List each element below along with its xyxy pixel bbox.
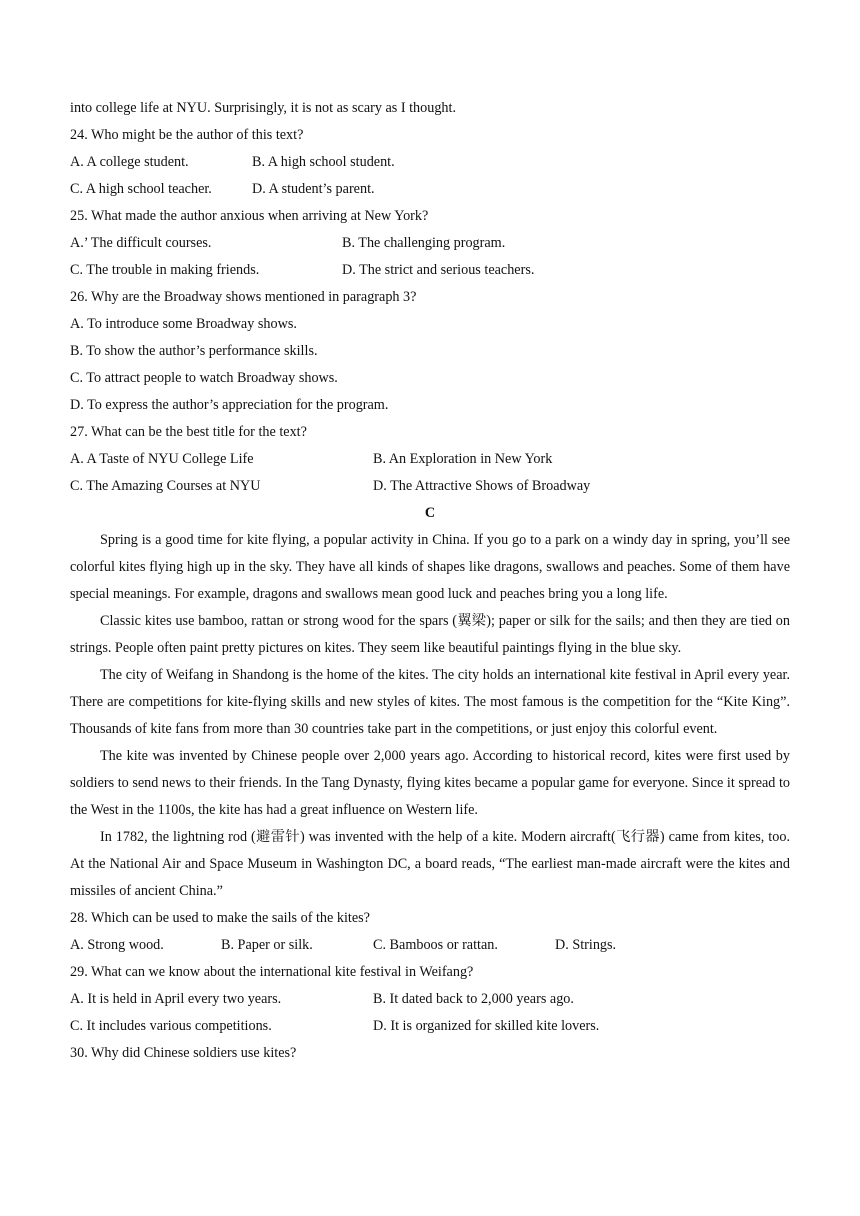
passage-paragraph-3: The city of Weifang in Shandong is the home of the kites. The city holds an international kite festival in April every year. There are competitions for kite-flying skills and new styles of kites. The most famous is the competition for the “Kite King”. Thousands of kite fans from more than 30 countries take part in the competitions, or just enjoy this colorful event. xyxy=(70,667,790,737)
q25-option-a: A.’ The difficult courses. xyxy=(70,235,212,251)
q29-option-b: B. It dated back to 2,000 years ago. xyxy=(373,991,574,1007)
question-28-options xyxy=(70,932,790,959)
question-29-options-row-2 xyxy=(70,1013,790,1040)
q28-option-b: B. Paper or silk. xyxy=(221,937,313,953)
q27-option-d: D. The Attractive Shows of Broadway xyxy=(373,478,591,494)
q25-option-b: B. The challenging program. xyxy=(342,235,506,251)
q27-option-b: B. An Exploration in New York xyxy=(373,451,553,467)
passage-paragraph-4: The kite was invented by Chinese people over 2,000 years ago. According to historical record, kites were first used by soldiers to send news to their friends. In the Tang Dynasty, flying kites became a popular game for everyone. Since it spread to the West in the 1100s, the kite has had a great influence on Western life. xyxy=(70,748,790,818)
q29-option-d: D. It is organized for skilled kite lovers. xyxy=(373,1018,600,1034)
passage-paragraph-5: In 1782, the lightning rod (避雷针) was invented with the help of a kite. Modern aircraft(飞行器) came from kites, too. At the National Air and Space Museum in Washington DC, a board reads, “The earliest man-made aircraft were the kites and missiles of ancient China.” xyxy=(70,829,790,899)
question-24-options-row-1 xyxy=(70,149,790,176)
q26-option-c: C. To attract people to watch Broadway shows. xyxy=(70,370,338,386)
q24-option-a: A. A college student. xyxy=(70,154,189,170)
question-25-stem: 25. What made the author anxious when arriving at New York? xyxy=(70,208,429,224)
q26-option-b: B. To show the author’s performance skills. xyxy=(70,343,318,359)
q28-option-c: C. Bamboos or rattan. xyxy=(373,937,498,953)
passage-continuation: into college life at NYU. Surprisingly, it is not as scary as I thought. xyxy=(70,100,457,116)
q25-option-d: D. The strict and serious teachers. xyxy=(342,262,535,278)
passage-paragraph-1: Spring is a good time for kite flying, a popular activity in China. If you go to a park on a windy day in spring, you’ll see colorful kites flying high up in the sky. They have all kinds of shapes like dragons, swallows and peaches. Some of them have special meanings. For example, dragons and swallows mean good luck and peaches bring you a long life. xyxy=(70,532,790,602)
q24-option-c: C. A high school teacher. xyxy=(70,181,212,197)
question-26-stem: 26. Why are the Broadway shows mentioned in paragraph 3? xyxy=(70,289,417,305)
question-29-options-row-1 xyxy=(70,986,790,1013)
q24-option-b: B. A high school student. xyxy=(252,154,395,170)
q27-option-a: A. A Taste of NYU College Life xyxy=(70,451,254,467)
q26-option-d: D. To express the author’s appreciation for the program. xyxy=(70,397,389,413)
passage-paragraph-2: Classic kites use bamboo, rattan or strong wood for the spars (翼梁); paper or silk for the sails; and then they are tied on strings. People often paint pretty pictures on kites. They seem like beautiful paintings flying in the blue sky. xyxy=(70,613,790,656)
q25-option-c: C. The trouble in making friends. xyxy=(70,262,260,278)
q24-option-d: D. A student’s parent. xyxy=(252,181,375,197)
section-heading: C xyxy=(424,505,436,521)
q29-option-a: A. It is held in April every two years. xyxy=(70,991,282,1007)
question-24-stem: 24. Who might be the author of this text? xyxy=(70,127,304,143)
question-30-stem: 30. Why did Chinese soldiers use kites? xyxy=(70,1045,297,1061)
question-27-options-row-2 xyxy=(70,473,790,500)
document-page xyxy=(70,95,790,1067)
question-28-stem: 28. Which can be used to make the sails of the kites? xyxy=(70,910,370,926)
question-27-options-row-1 xyxy=(70,446,790,473)
q26-option-a: A. To introduce some Broadway shows. xyxy=(70,316,297,332)
question-25-options-row-1 xyxy=(70,230,790,257)
question-25-options-row-2 xyxy=(70,257,790,284)
q27-option-c: C. The Amazing Courses at NYU xyxy=(70,478,261,494)
q28-option-a: A. Strong wood. xyxy=(70,937,164,953)
q29-option-c: C. It includes various competitions. xyxy=(70,1018,272,1034)
question-24-options-row-2 xyxy=(70,176,790,203)
question-29-stem: 29. What can we know about the international kite festival in Weifang? xyxy=(70,964,474,980)
question-27-stem: 27. What can be the best title for the text? xyxy=(70,424,307,440)
q28-option-d: D. Strings. xyxy=(555,937,617,953)
